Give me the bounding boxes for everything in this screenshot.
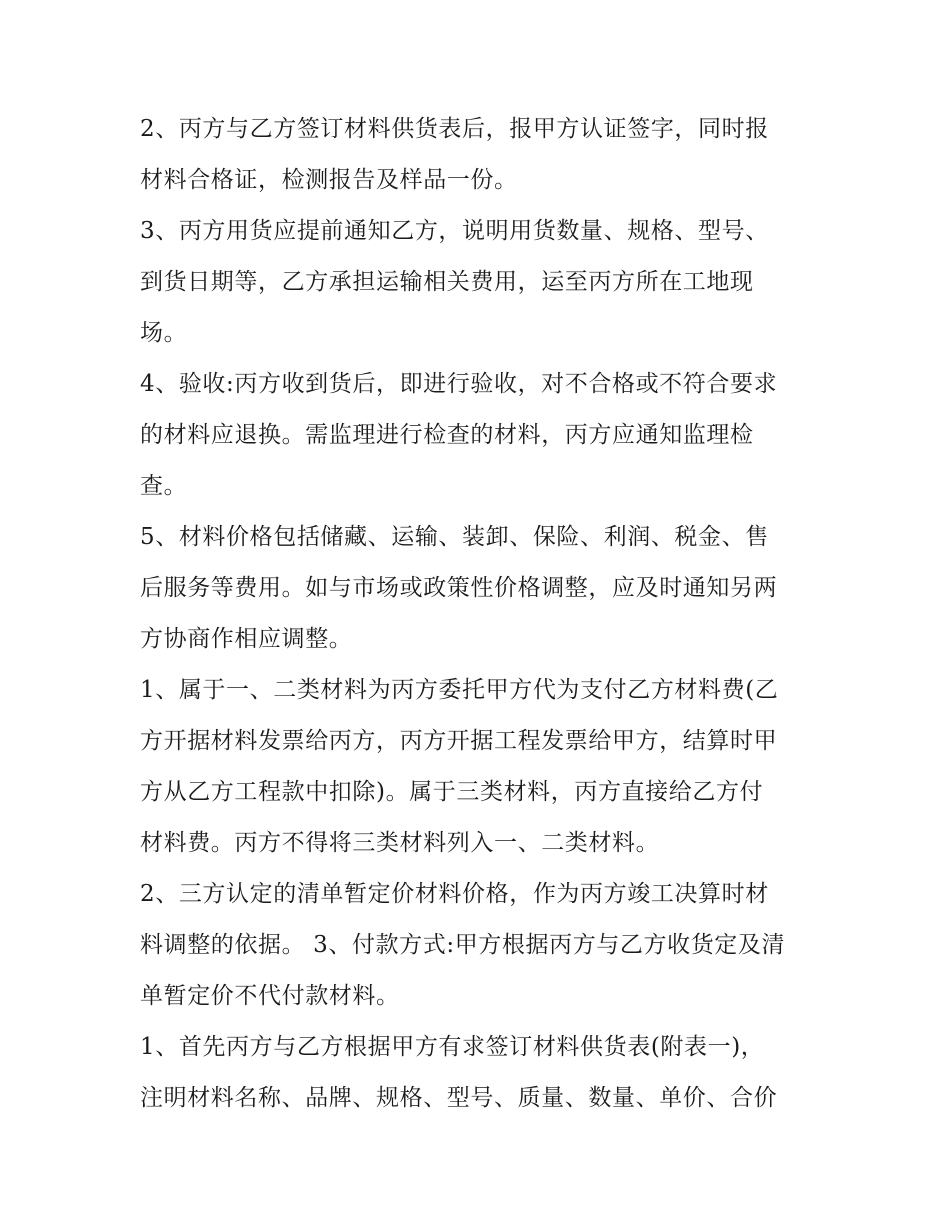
text-line: 4、验收:丙方收到货后，即进行验收，对不合格或不符合要求	[140, 371, 778, 397]
text-line: 后服务等费用。如与市场或政策性价格调整，应及时通知另两	[140, 575, 778, 601]
document-body	[140, 104, 830, 1124]
text-line: 的材料应退换。需监理进行检查的材料，丙方应通知监理检	[140, 422, 754, 448]
paragraph-supply-contract	[140, 1022, 830, 1124]
text-line: 1、首先丙方与乙方根据甲方有求签订材料供货表(附表一)，	[140, 1034, 765, 1060]
paragraph-acceptance	[140, 359, 830, 512]
text-line: 查。	[140, 473, 188, 499]
text-line: 场。	[140, 320, 188, 346]
text-line: 1、属于一、二类材料为丙方委托甲方代为支付乙方材料费(乙	[140, 677, 779, 703]
text-line: 方开据材料发票给丙方，丙方开据工程发票给甲方，结算时甲	[140, 728, 778, 754]
text-line: 2、丙方与乙方签订材料供货表后，报甲方认证签字，同时报	[140, 116, 769, 142]
text-line: 方从乙方工程款中扣除)。属于三类材料，丙方直接给乙方付	[140, 779, 764, 805]
text-line: 材料费。丙方不得将三类材料列入一、二类材料。	[140, 830, 660, 856]
paragraph-supply-form	[140, 104, 830, 206]
paragraph-payment-method	[140, 869, 830, 1022]
text-line: 材料合格证，检测报告及样品一份。	[140, 167, 518, 193]
paragraph-material-price	[140, 512, 830, 665]
text-line: 料调整的依据。 3、付款方式:甲方根据丙方与乙方收货定及清	[140, 932, 786, 958]
text-line: 方协商作相应调整。	[140, 626, 353, 652]
text-line: 单暂定价不代付款材料。	[140, 983, 400, 1009]
text-line: 3、丙方用货应提前通知乙方，说明用货数量、规格、型号、	[140, 218, 769, 244]
paragraph-delivery-notice	[140, 206, 830, 359]
text-line: 5、材料价格包括储藏、运输、装卸、保险、利润、税金、售	[140, 524, 769, 550]
text-line: 2、三方认定的清单暂定价材料价格，作为丙方竣工决算时材	[140, 881, 769, 907]
text-line: 到货日期等，乙方承担运输相关费用，运至丙方所在工地现	[140, 269, 754, 295]
paragraph-material-categories	[140, 665, 830, 869]
text-line: 注明材料名称、品牌、规格、型号、质量、数量、单价、合价	[140, 1085, 778, 1111]
